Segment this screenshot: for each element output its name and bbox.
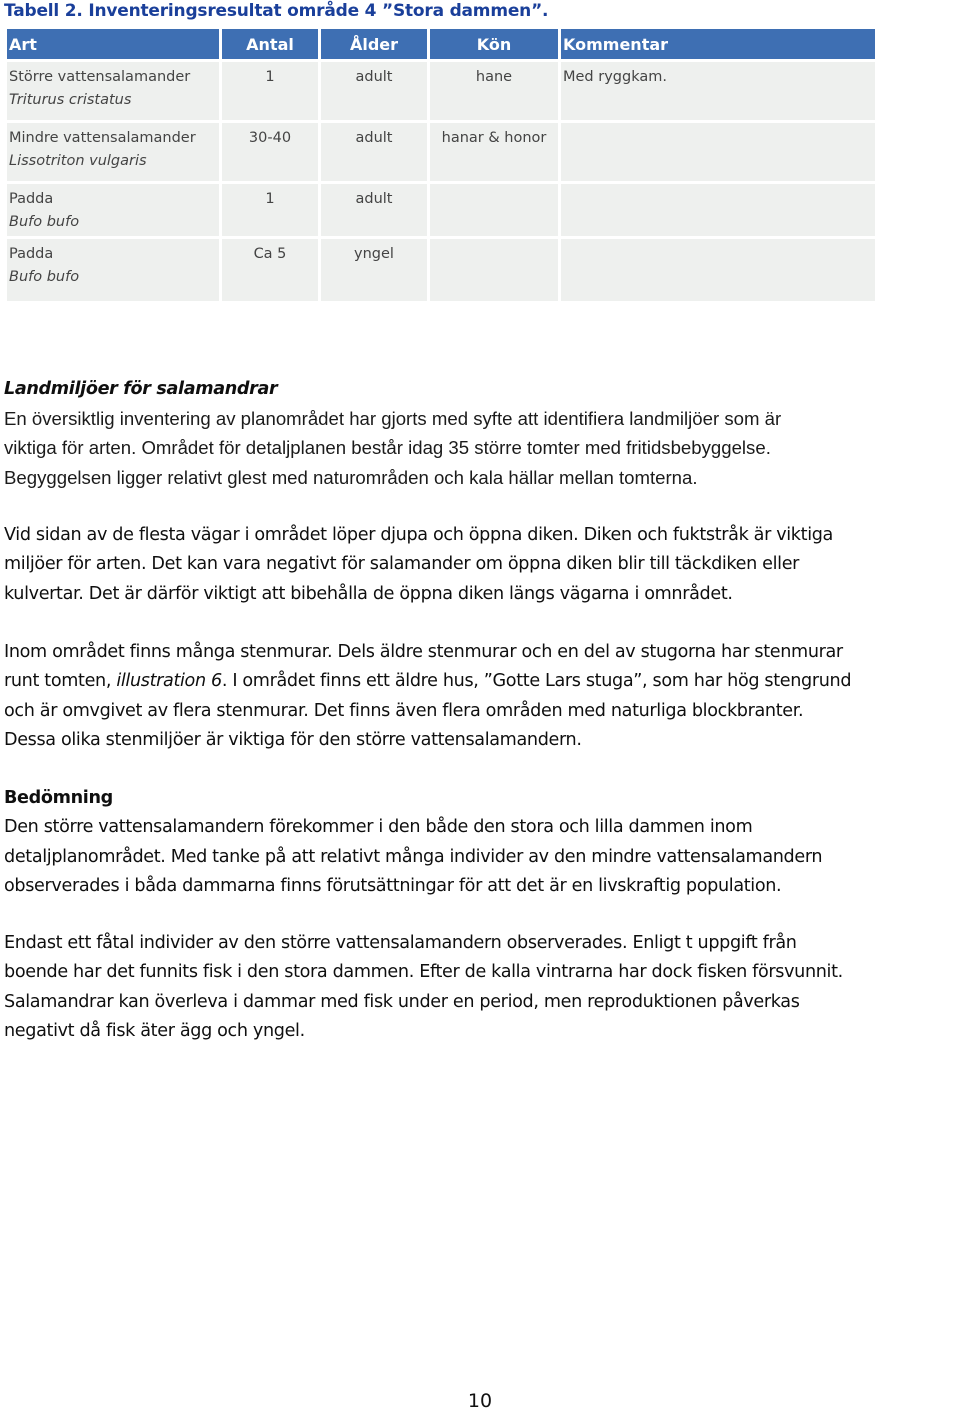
- cell-antal: 1: [222, 62, 318, 120]
- header-art: Art: [7, 29, 219, 59]
- header-kommentar: Kommentar: [561, 29, 875, 59]
- section-stenmurar: [4, 638, 960, 755]
- section-heading: Bedömning: [4, 788, 113, 808]
- section-land-heading: [4, 375, 960, 404]
- paragraph-line: Den större vattensalamandern förekommer i den både den stora och lilla dammen inom: [4, 817, 753, 838]
- section-heading: Landmiljöer för salamandrar: [4, 379, 278, 399]
- paragraph-line: Endast ett fåtal individer av den större vattensalamandern observerades. Enligt t uppgift från: [4, 933, 797, 953]
- section-diken: [4, 521, 960, 609]
- cell-antal: Ca 5: [222, 239, 318, 301]
- illustration-reference: illustration 6: [116, 671, 222, 692]
- paragraph-line: observerades i båda dammarna finns förutsättningar för att det är en livskraftig population.: [4, 875, 782, 896]
- paragraph-line: En översiktlig inventering av planområdet har gjorts med syfte att identifiera landmiljöer som är: [4, 408, 782, 429]
- paragraph-line: Vid sidan av de flesta vägar i området löper djupa och öppna diken. Diken och fuktstråk är viktiga: [4, 525, 833, 545]
- table-title: Tabell 2. Inventeringsresultat område 4 ”Stora dammen”.: [4, 1, 549, 21]
- paragraph-line: boende har det funnits fisk i den stora dammen. Efter de kalla vintrarna har dock fisken försvunnit.: [4, 962, 843, 983]
- paragraph-line: kulvertar. Det är därför viktigt att bibehålla de öppna diken längs vägarna i omnrådet.: [4, 583, 733, 604]
- table-row: [7, 62, 875, 120]
- scientific-name: Bufo bufo: [9, 269, 80, 285]
- species-name: Mindre vattensalamander: [9, 130, 196, 146]
- section-land: [4, 404, 960, 492]
- cell-kommentar: [561, 184, 875, 236]
- paragraph-line: Dessa olika stenmiljöer är viktiga för den större vattensalamandern.: [4, 729, 582, 750]
- paragraph-line: [4, 667, 960, 696]
- paragraph-line: Salamandrar kan överleva i dammar med fisk under en period, men reproduktionen påverkas: [4, 991, 800, 1012]
- cell-alder: adult: [321, 123, 427, 181]
- cell-art: [7, 123, 219, 181]
- paragraph-line: Inom området finns många stenmurar. Dels äldre stenmurar och en del av stugorna har stenmurar: [4, 642, 843, 662]
- header-antal: Antal: [222, 29, 318, 59]
- paragraph-line: detaljplanområdet. Med tanke på att relativt många individer av den mindre vattensalamandern: [4, 846, 823, 867]
- cell-art: [7, 184, 219, 236]
- cell-kon: hanar & honor: [430, 123, 558, 181]
- species-name: Padda: [9, 246, 54, 262]
- table-header-row: [7, 29, 875, 59]
- page-number: 10: [467, 1390, 493, 1412]
- scientific-name: Triturus cristatus: [9, 92, 132, 108]
- cell-art: [7, 239, 219, 301]
- paragraph-line: negativt då fisk äter ägg och yngel.: [4, 1020, 305, 1041]
- cell-kon: [430, 184, 558, 236]
- cell-kon: hane: [430, 62, 558, 120]
- paragraph-line: och är omvgivet av flera stenmurar. Det finns även flera områden med naturliga blockbranter.: [4, 700, 804, 721]
- cell-alder: adult: [321, 62, 427, 120]
- cell-kommentar: [561, 123, 875, 181]
- table-row: [7, 239, 875, 301]
- table-row: [7, 123, 875, 181]
- header-kon: Kön: [430, 29, 558, 59]
- cell-kon: [430, 239, 558, 301]
- paragraph-line: miljöer för arten. Det kan vara negativt för salamander om öppna diken blir till täckdiken eller: [4, 554, 800, 575]
- species-name: Padda: [9, 191, 54, 207]
- paragraph-line: viktiga för arten. Området för detaljplanen består idag 35 större tomter med fritidsbebyggelse.: [4, 437, 771, 459]
- cell-kommentar: [561, 239, 875, 301]
- inventory-table: [4, 26, 878, 304]
- scientific-name: Bufo bufo: [9, 214, 80, 230]
- paragraph-line: Begyggelsen ligger relativt glest med naturområden och kala hällar mellan tomterna.: [4, 466, 698, 488]
- scientific-name: Lissotriton vulgaris: [9, 153, 147, 169]
- section-fisk: [4, 929, 960, 1046]
- cell-antal: 1: [222, 184, 318, 236]
- cell-antal: 30-40: [222, 123, 318, 181]
- section-bedomning: [4, 784, 960, 901]
- text-run: . I området finns ett äldre hus, ”Gotte Lars stuga”, som har hög stengrund: [221, 671, 852, 692]
- cell-alder: adult: [321, 184, 427, 236]
- cell-kommentar: Med ryggkam.: [561, 62, 875, 120]
- cell-alder: yngel: [321, 239, 427, 301]
- cell-art: [7, 62, 219, 120]
- table-row: [7, 184, 875, 236]
- species-name: Större vattensalamander: [9, 69, 191, 85]
- text-run: runt tomten,: [4, 671, 117, 692]
- header-alder: Ålder: [321, 29, 427, 59]
